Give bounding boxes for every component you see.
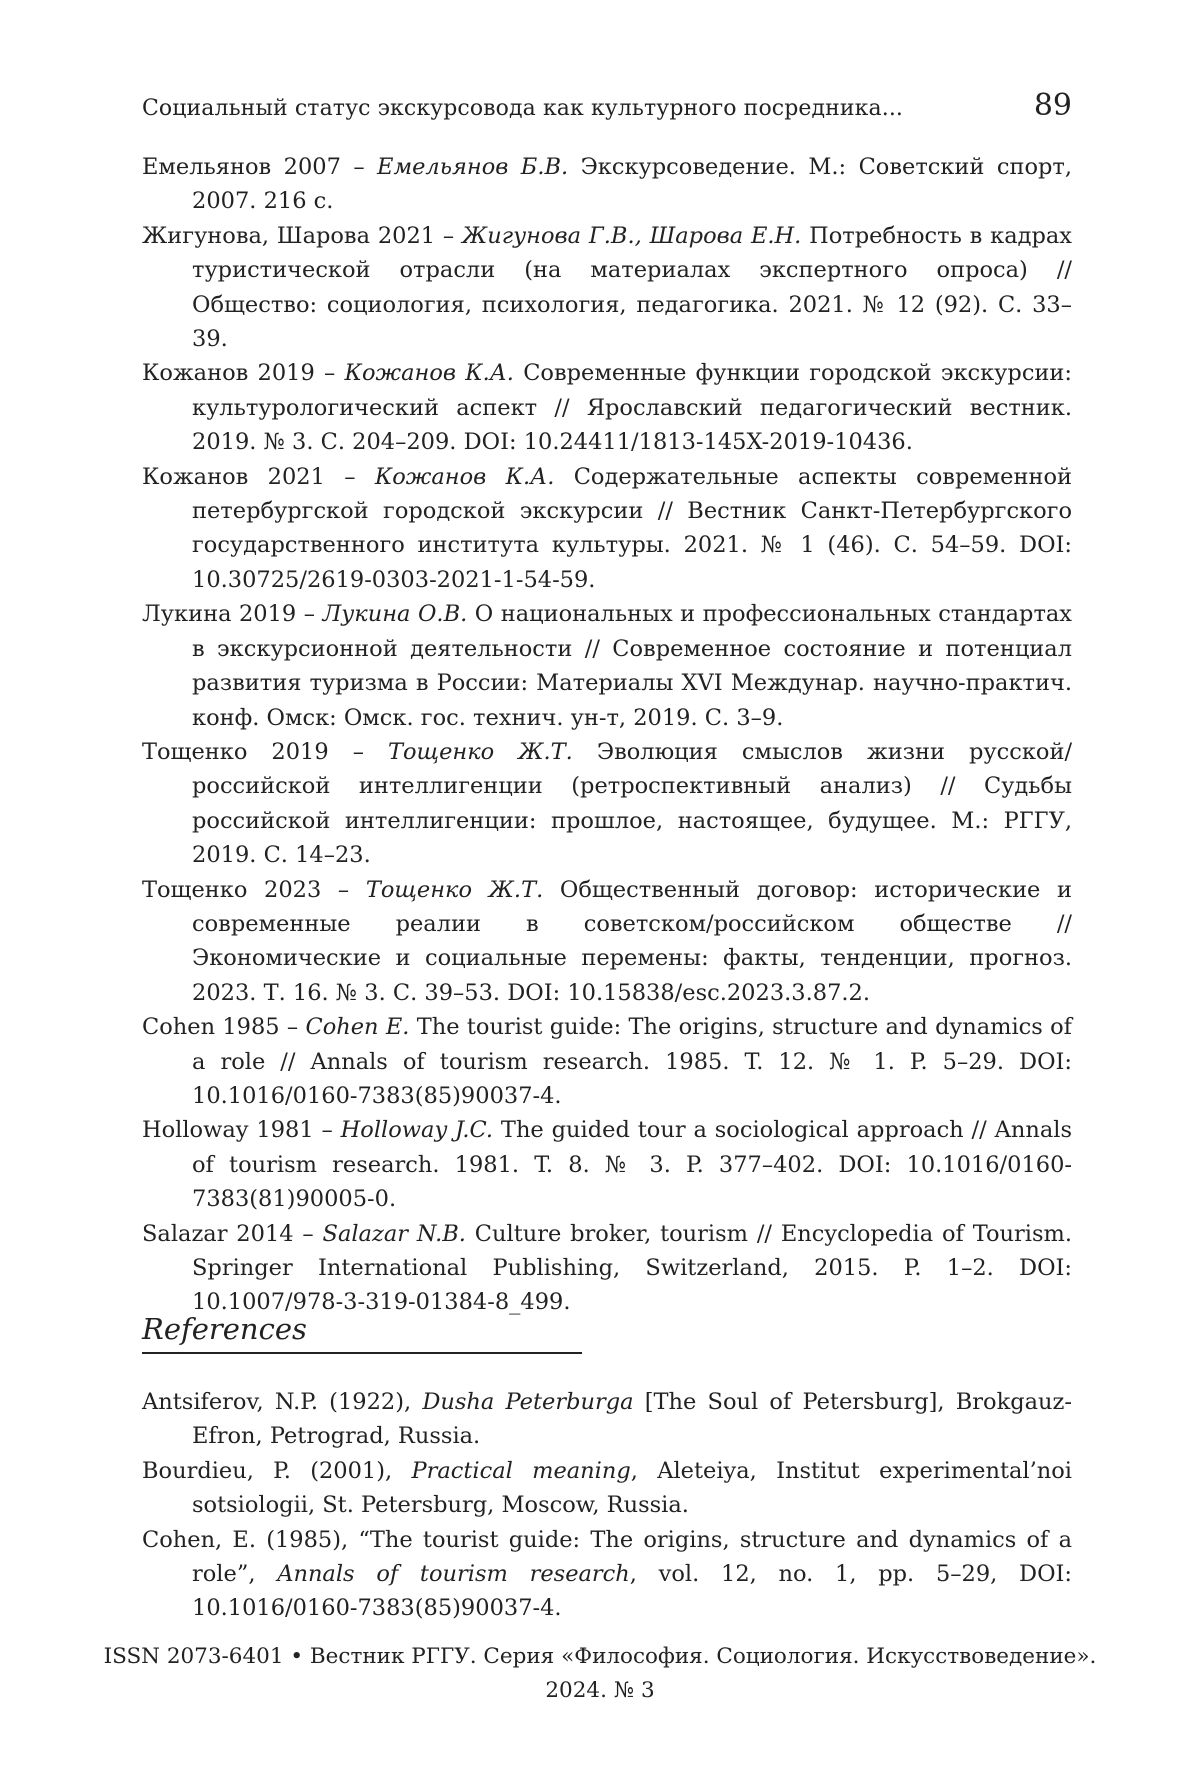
reference-item: Cohen 1985 – Cohen E. The tourist guide: The origins, structure and dynamics of a role // Annals of tourism research. 1985. T. 12. № 1. P. 5–29. DOI: 10.1016/0160-7383(85)90037-4. [142, 1010, 1072, 1113]
reference-item: Тощенко 2023 – Тощенко Ж.Т. Общественный договор: исторические и современные реалии в советском/российском обществе // Экономические и социальные перемены: факты, тенденции, прогноз. 2023. Т. 16. № 3. С. 39–53. DOI: 10.15838/esc.2023.3.87.2. [142, 873, 1072, 1011]
reference-item: Тощенко 2019 – Тощенко Ж.Т. Эволюция смыслов жизни русской/российской интеллигенции (ретроспективный анализ) // Судьбы российской интеллигенции: прошлое, настоящее, будущее. М.: РГГУ, 2019. С. 14–23. [142, 735, 1072, 873]
reference-item: Жигунова, Шарова 2021 – Жигунова Г.В., Шарова Е.Н. Потребность в кадрах туристической отрасли (на материалах экспертного опроса) // Общество: социология, психология, педагогика. 2021. № 12 (92). С. 33–39. [142, 219, 1072, 357]
running-title: Социальный статус экскурсовода как культурного посредника... [142, 96, 903, 121]
reference-list-ru [142, 150, 1072, 1320]
footer-issue-line: 2024. № 3 [0, 1674, 1200, 1708]
reference-item: Cohen, E. (1985), “The tourist guide: The origins, structure and dynamics of a role”, Annals of tourism research, vol. 12, no. 1, pp. 5–29, DOI: 10.1016/0160-7383(85)90037-4. [142, 1523, 1072, 1626]
journal-page [0, 0, 1200, 1780]
footer-journal-line: ISSN 2073-6401 • Вестник РГГУ. Серия «Философия. Социология. Искусствоведение». [0, 1640, 1200, 1674]
running-head [142, 88, 1072, 123]
reference-item: Кожанов 2019 – Кожанов К.А. Современные функции городской экскурсии: культурологический аспект // Ярославский педагогический вестник. 2019. № 3. С. 204–209. DOI: 10.24411/1813-145X-2019-10436. [142, 356, 1072, 459]
references-heading: References [142, 1310, 582, 1354]
reference-item: Holloway 1981 – Holloway J.C. The guided tour a sociological approach // Annals of tourism research. 1981. T. 8. № 3. P. 377–402. DOI: 10.1016/0160-7383(81)90005-0. [142, 1113, 1072, 1216]
reference-item: Salazar 2014 – Salazar N.B. Culture broker, tourism // Encyclopedia of Tourism. Springer International Publishing, Switzerland, 2015. P. 1–2. DOI: 10.1007/978-3-319-01384-8_499. [142, 1217, 1072, 1320]
page-footer [0, 1640, 1200, 1708]
reference-list-en [142, 1385, 1072, 1626]
page-number: 89 [1034, 88, 1072, 123]
reference-item: Antsiferov, N.P. (1922), Dusha Peterburga [The Soul of Petersburg], Brokgauz-Efron, Petrograd, Russia. [142, 1385, 1072, 1454]
reference-item: Bourdieu, P. (2001), Practical meaning, Aleteiya, Institut experimental’noi sotsiologii, St. Petersburg, Moscow, Russia. [142, 1454, 1072, 1523]
reference-item: Кожанов 2021 – Кожанов К.А. Содержательные аспекты современной петербургской городской экскурсии // Вестник Санкт-Петербургского государственного института культуры. 2021. № 1 (46). С. 54–59. DOI: 10.30725/2619-0303-2021-1-54-59. [142, 460, 1072, 598]
reference-item: Лукина 2019 – Лукина О.В. О национальных и профессиональных стандартах в экскурсионной деятельности // Современное состояние и потенциал развития туризма в России: Материалы XVI Междунар. научно-практич. конф. Омск: Омск. гос. технич. ун-т, 2019. С. 3–9. [142, 597, 1072, 735]
reference-item: Емельянов 2007 – Емельянов Б.В. Экскурсоведение. М.: Советский спорт, 2007. 216 с. [142, 150, 1072, 219]
